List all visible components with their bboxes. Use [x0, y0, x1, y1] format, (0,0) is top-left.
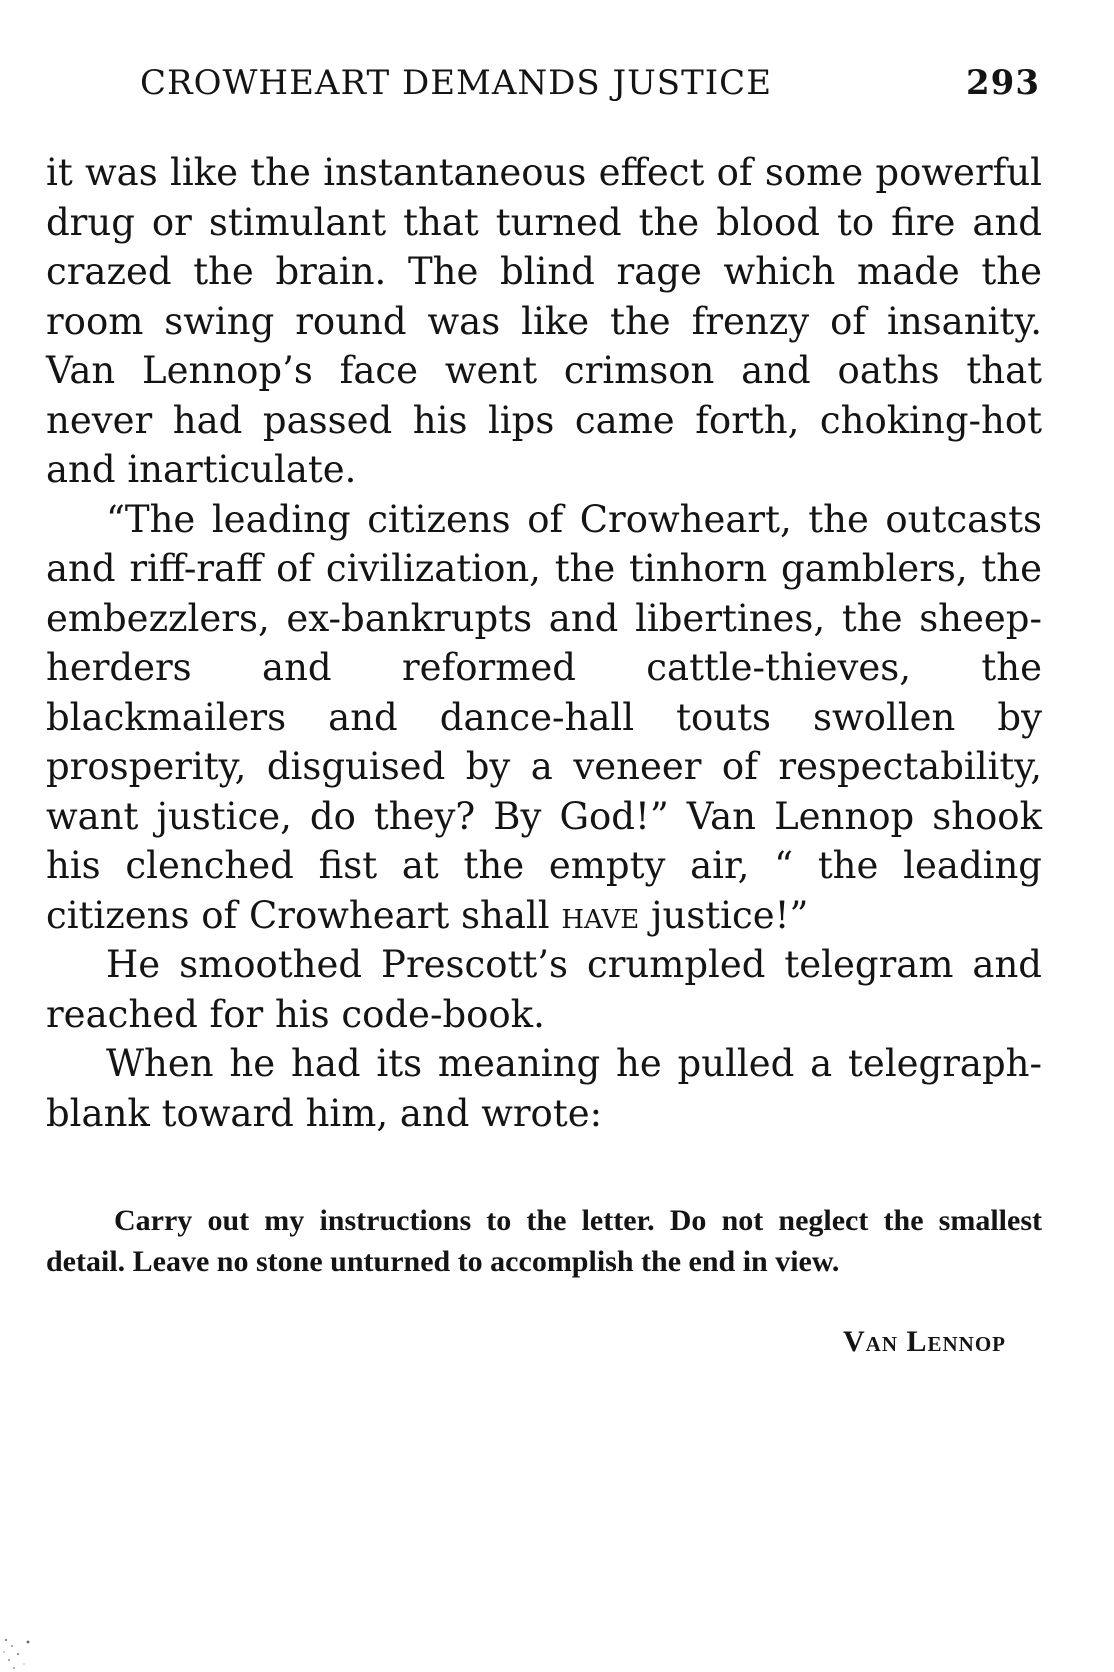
paragraph-2-part-2: justice!”: [639, 893, 809, 937]
paragraph-2-emphasis: have: [561, 893, 640, 937]
print-specks-decoration: [0, 1630, 40, 1672]
paragraph-1: it was like the instantaneous effect of some powerful drug or stimulant that turned the blood to fire and crazed the brain. The blind rage which made the room swing round was like the frenzy of insanity. Van Lennop’s face went crimson and oaths that never had passed his lips came forth, choking-hot and inarticulate.: [46, 151, 1042, 491]
telegram-signature: Van Lennop: [842, 1325, 1006, 1358]
paragraph-2-part-1: “The leading citizens of Crowheart, the outcasts and riff-raff of civilization, the tinhorn gamblers, the embezzlers, ex-bankrupts and libertines, the sheep-herders and reformed cattle-thieves, the blackmailers and dance-hall touts swollen by prosperity, disguised by a veneer of respectability, want justice, do they? By God!” Van Lennop shook his clenched fist at the empty air, “ the leading citizens of Crowheart shall: [46, 497, 1042, 937]
paragraph-3: He smoothed Prescott’s crumpled telegram and reached for his code-book.: [46, 943, 1042, 1036]
body-text: [46, 148, 1042, 1138]
paragraph-2: [46, 495, 1042, 941]
paragraph-4: When he had its meaning he pulled a telegraph-blank toward him, and wrote:: [46, 1042, 1042, 1135]
page-number: 293: [966, 63, 1040, 103]
running-header: [140, 58, 1040, 108]
telegram-message: Carry out my instructions to the letter. Do not neglect the smallest detail. Leave no stone unturned to accomplish the end in view.: [46, 1204, 1042, 1278]
running-title: CROWHEART DEMANDS JUSTICE: [140, 63, 773, 103]
